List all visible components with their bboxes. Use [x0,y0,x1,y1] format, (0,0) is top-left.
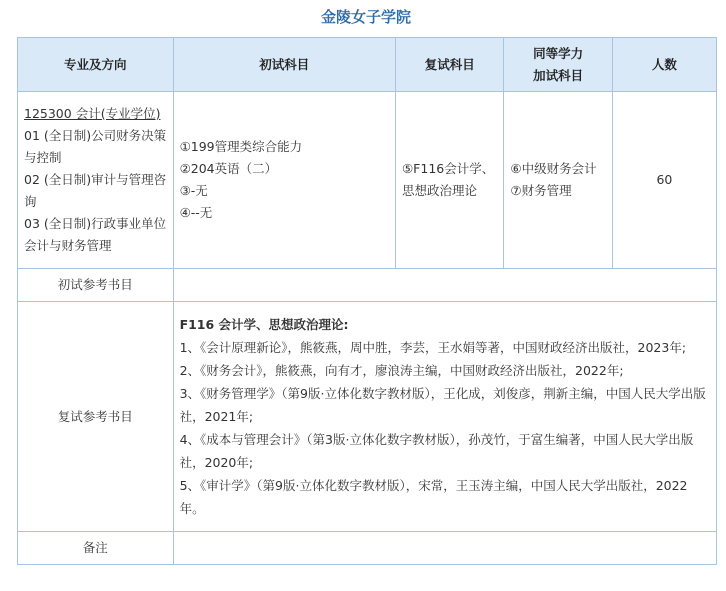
initial-books-content [173,269,716,302]
book-item-3: 3、《财务管理学》（第9版·立体化数字教材版），王化成，刘俊彦，荆新主编，中国人民大学出版社，2021年; [179,386,706,424]
header-count: 人数 [612,38,716,92]
major-row [18,92,717,269]
remarks-label: 备注 [18,532,174,565]
retest-subject-cell: ⑤F116会计学、思想政治理论 [395,92,503,269]
header-retest-subjects: 复试科目 [395,38,503,92]
school-title: 金陵女子学院 [320,8,411,26]
extra-subject-1: ⑥中级财务会计 [510,161,597,176]
retest-books-row [18,302,717,532]
book-item-5: 5、《审计学》（第9版·立体化数字教材版），宋常，王玉涛主编，中国人民大学出版社，2022年。 [179,478,688,516]
retest-books-content [173,302,716,532]
initial-subjects-cell [173,92,395,269]
book-item-2: 2、《财务会计》，熊筱燕，向有才，廖浪涛主编，中国财政经济出版社，2022年; [179,363,624,378]
count-cell: 60 [612,92,716,269]
book-item-1: 1、《会计原理新论》，熊筱燕，周中胜，李芸，王水娟等著，中国财政经济出版社，2023年; [179,340,687,355]
admission-table [17,37,717,565]
header-row [18,38,717,92]
header-major: 专业及方向 [18,38,174,92]
extra-subjects-cell [504,92,612,269]
remarks-content [173,532,716,565]
header-extra-line2: 加试科目 [533,67,584,83]
book-item-4: 4、《成本与管理会计》（第3版·立体化数字教材版），孙茂竹，于富生编著，中国人民大学出版社，2020年; [179,432,694,470]
initial-books-label: 初试参考书目 [18,269,174,302]
initial-subject-3: ③-无 [179,183,208,198]
retest-books-title: F116 会计学、思想政治理论: [179,317,349,332]
header-extra-subjects [504,38,612,92]
retest-books-label: 复试参考书目 [18,302,174,532]
direction-02: 02 (全日制)审计与管理咨询 [24,172,167,209]
direction-01: 01 (全日制)公司财务决策与控制 [24,128,167,165]
direction-03: 03 (全日制)行政事业单位会计与财务管理 [24,216,167,253]
major-code-link[interactable]: 125300 会计(专业学位) [24,106,161,121]
initial-books-row [18,269,717,302]
major-cell [18,92,174,269]
header-extra-line1: 同等学力 [533,45,584,61]
initial-subject-4: ④--无 [179,205,213,220]
initial-subject-2: ②204英语（二） [179,161,278,176]
remarks-row [18,532,717,565]
extra-subject-2: ⑦财务管理 [510,183,572,198]
header-initial-subjects: 初试科目 [173,38,395,92]
initial-subject-1: ①199管理类综合能力 [179,139,303,154]
